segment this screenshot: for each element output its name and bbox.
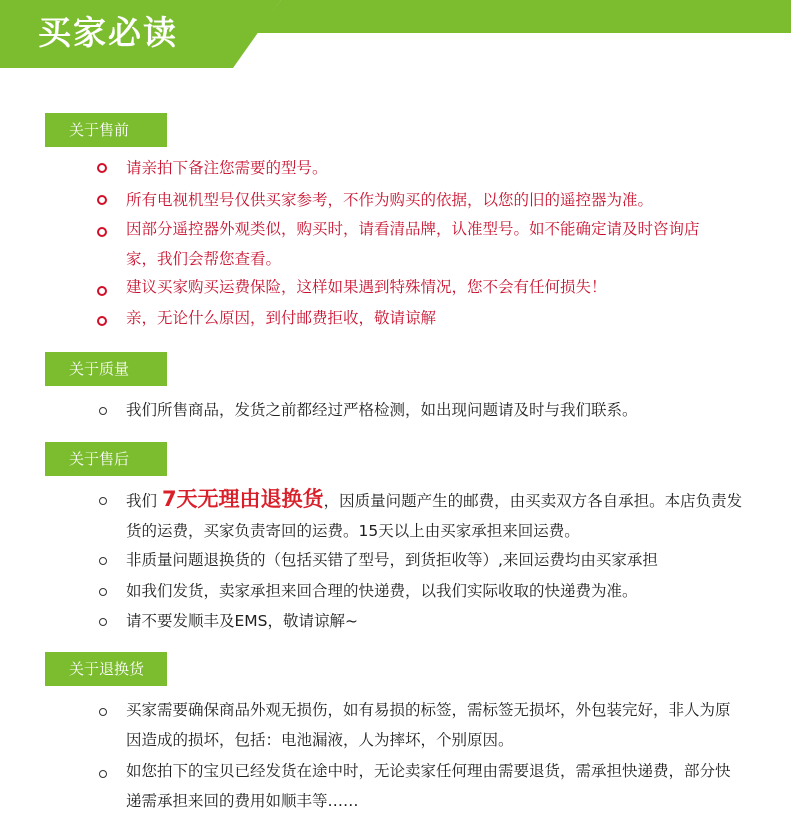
bullet-icon <box>97 286 107 296</box>
bullet-icon <box>99 557 107 565</box>
bullet-icon <box>97 195 107 205</box>
bullet-icon <box>99 618 107 626</box>
list-item: 请不要发顺丰及EMS，敬请谅解~ <box>126 612 358 630</box>
item-prefix: 我们 <box>126 492 162 510</box>
bullet-icon <box>97 316 107 326</box>
section-tag-aftersale: 关于售后 <box>45 442 167 476</box>
highlight-text: 7天无理由退换货 <box>161 487 324 511</box>
list-item: 买家需要确保商品外观无损伤，如有易损的标签，需标签无损坏，外包装完好，非人为原因造成的损坏，包括：电池漏液，人为摔坏，个别原因。 <box>126 701 731 749</box>
list-item: 建议买家购买运费保险，这样如果遇到特殊情况，您不会有任何损失！ <box>126 278 607 296</box>
bullet-icon <box>97 163 107 173</box>
list-item: 非质量问题退换货的（包括买错了型号，到货拒收等）,来回运费均由买家承担 <box>126 551 658 569</box>
bullet-icon <box>99 407 107 415</box>
list-item: 亲，无论什么原因，到付邮费拒收，敬请谅解 <box>126 309 437 327</box>
list-item: 所有电视机型号仅供买家参考，不作为购买的依据，以您的旧的遥控器为准。 <box>126 191 654 209</box>
section-tag-presale: 关于售前 <box>45 113 167 147</box>
page-title: 买家必读 <box>38 13 178 52</box>
section-tag-quality: 关于质量 <box>45 352 167 386</box>
bullet-icon <box>99 588 107 596</box>
list-item: 请亲拍下备注您需要的型号。 <box>126 159 328 177</box>
header-banner <box>0 0 791 68</box>
item-suffix: ，因质量问题产生的邮费，由买卖双方各自承担。本店负责发货的运费，买家负责寄回的运费。15天以上由买家承担来回运费。 <box>126 492 743 540</box>
bullet-icon <box>97 227 107 237</box>
list-item: 我们所售商品，发货之前都经过严格检测，如出现问题请及时与我们联系。 <box>126 401 638 419</box>
list-item: 如我们发货，卖家承担来回合理的快递费，以我们实际收取的快递费为准。 <box>126 582 638 600</box>
section-tag-returns: 关于退换货 <box>45 652 167 686</box>
list-item <box>126 484 746 546</box>
list-item: 因部分遥控器外观类似，购买时，请看清品牌，认准型号。如不能确定请及时咨询店家，我们会帮您查看。 <box>126 220 700 268</box>
list-item: 如您拍下的宝贝已经发货在途中时，无论卖家任何理由需要退货，需承担快递费，部分快递需承担来回的费用如顺丰等…… <box>126 762 731 810</box>
bullet-icon <box>99 497 107 505</box>
bullet-icon <box>99 708 107 716</box>
bullet-icon <box>99 770 107 778</box>
